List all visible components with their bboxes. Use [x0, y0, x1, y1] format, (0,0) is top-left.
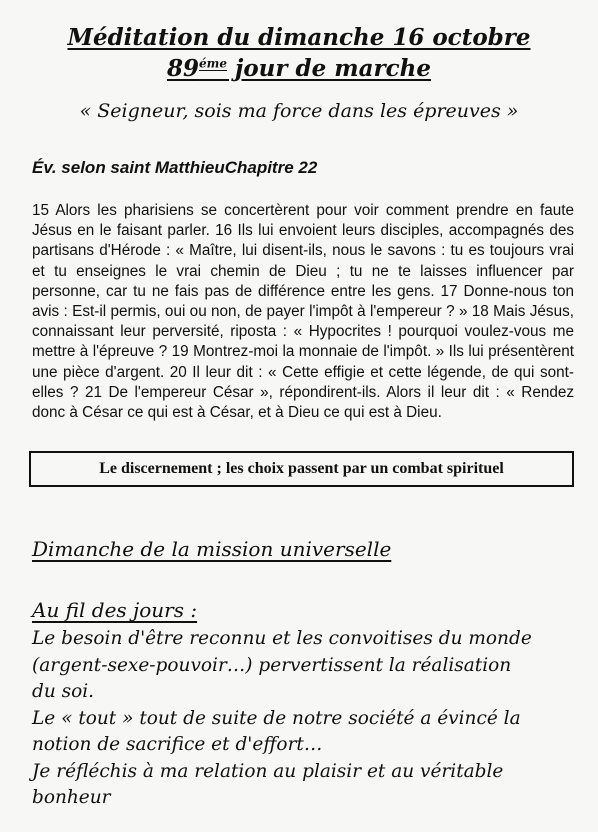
reflection-line: bonheur	[32, 787, 111, 808]
reflection-line: du soi.	[32, 681, 95, 702]
days-heading: Au fil des jours :	[32, 598, 198, 622]
page-title: Méditation du dimanche 16 octobre	[67, 24, 531, 51]
reflection-line: Le besoin d'être reconnu et les convoitises du monde	[32, 628, 532, 649]
reflection-line: Je réfléchis à ma relation au plaisir et au véritable	[32, 760, 504, 782]
prayer-quote: « Seigneur, sois ma force dans les épreuves »	[79, 100, 519, 122]
gospel-paragraph: 15 Alors les pharisiens se concertèrent pour voir comment prendre en faute Jésus en le faisant parler. 16 Ils lui envoient leurs disciples, accompagnés des partisans d'Hérode : « Maître, lui disent-ils, nous le savons : tu es toujours vrai et tu enseignes le vrai chemin de Dieu ; tu ne te laisses influencer par personne, car tu ne fais pas de différence entre les gens. 17 Donne-nous ton avis : Est-il permis, oui ou non, de payer l'impôt à l'empereur ? » 18 Mais Jésus, connaissant leur perversité, riposta : « Hypocrites ! pourquoi voulez-vous me mettre à l'épreuve ? 19 Montrez-moi la monnaie de l'impôt. » Ils lui présentèrent une pièce d'argent. 20 Il leur dit : « Cette effigie et cette légende, de qui sont-elles ? 21 De l'empereur César », répondirent-ils. Alors il leur dit : « Rendez donc à César ce qui est à César, et à Dieu ce qui est à Dieu.	[32, 202, 574, 422]
day-label: jour de marche	[227, 55, 431, 82]
reflection-line: Le « tout » tout de suite de notre société a évincé la	[32, 707, 521, 729]
theme-text: Le discernement ; les choix passent par un combat spirituel	[99, 460, 504, 477]
mission-heading: Dimanche de la mission universelle	[32, 537, 392, 561]
theme-box	[29, 451, 574, 487]
page-subtitle	[0, 55, 598, 82]
gospel-text	[32, 201, 574, 423]
day-number: 89	[167, 55, 200, 82]
gospel-reference: Év. selon saint MatthieuChapitre 22	[32, 158, 318, 177]
day-ordinal-suffix: éme	[199, 56, 227, 71]
reflection-line: notion de sacrifice et d'effort…	[32, 734, 323, 755]
days-reflection	[32, 626, 580, 812]
reflection-line: (argent-sexe-pouvoir…) pervertissent la réalisation	[32, 654, 512, 676]
